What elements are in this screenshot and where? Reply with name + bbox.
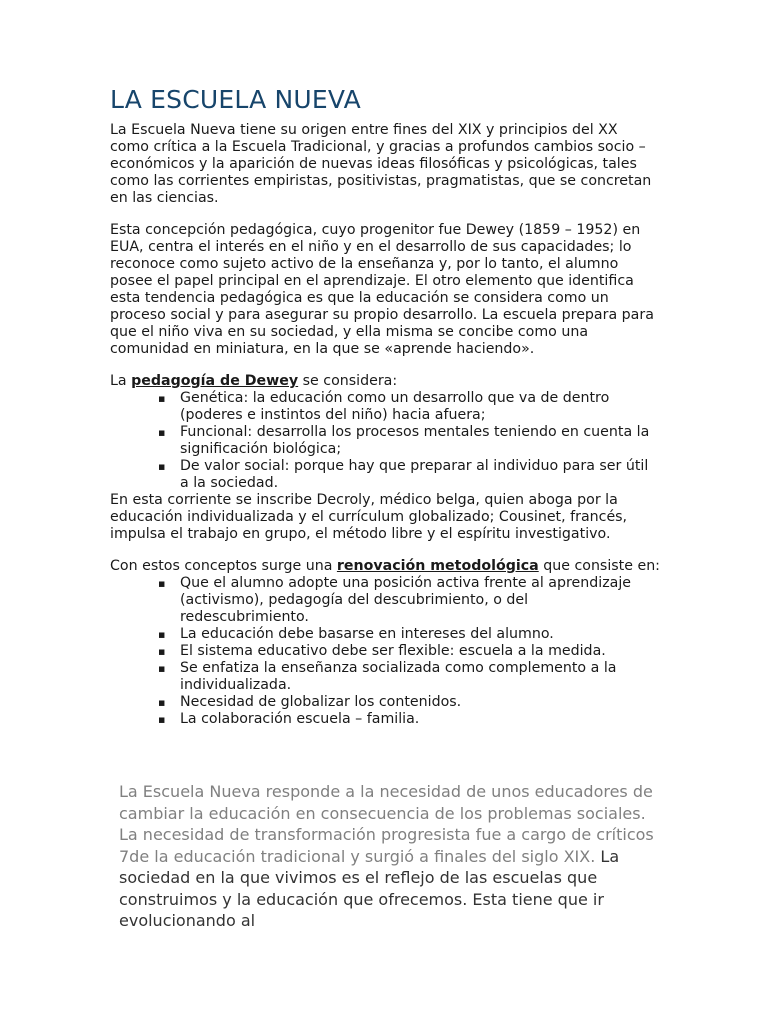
list-item-text: La colaboración escuela – familia. <box>180 711 420 727</box>
dewey-list <box>110 390 660 492</box>
renovacion-list <box>110 575 660 728</box>
list-item <box>158 643 660 660</box>
list-item-text: Funcional: desarrolla los procesos mentales teniendo en cuenta la significación biológica; <box>180 424 650 457</box>
bullet-icon: ▪ <box>158 577 166 590</box>
paragraph-decroly: En esta corriente se inscribe Decroly, médico belga, quien aboga por la educación individualizada y el currículum globalizado; Cousinet, francés, impulsa el trabajo en grupo, el método libre y el espíritu investigativo. <box>110 492 628 542</box>
list-item-text: Genética: la educación como un desarrollo que va de dentro (poderes e instintos del niño) hacia afuera; <box>180 390 610 423</box>
list-item-text: De valor social: porque hay que preparar al individuo para ser útil a la sociedad. <box>180 458 649 491</box>
renovacion-link[interactable]: renovación metodológica <box>336 558 539 574</box>
list-item <box>158 458 660 492</box>
list-item <box>158 626 660 643</box>
list-item <box>158 660 660 694</box>
dewey-intro <box>110 373 660 390</box>
closing-dark-text: La sociedad en la que vivimos es el reflejo de las escuelas que construimos y la educación que ofrecemos. Esta tiene que ir evolucionando al <box>119 846 620 930</box>
page-title: LA ESCUELA NUEVA <box>110 85 361 114</box>
renovacion-intro-suffix: que consiste en: <box>538 558 660 574</box>
paragraph-origen: La Escuela Nueva tiene su origen entre fines del XIX y principios del XX como crítica a la Escuela Tradicional, y gracias a profundos cambios socio – económicos y la aparición de nuevas ideas filosóficas y psicológicas, tales como las corrientes empiristas, positivistas, pragmatistas, que se concretan en las ciencias. <box>110 122 652 206</box>
bullet-icon: ▪ <box>158 460 166 473</box>
bullet-icon: ▪ <box>158 628 166 641</box>
bullet-icon: ▪ <box>158 662 166 675</box>
list-item-text: El sistema educativo debe ser flexible: escuela a la medida. <box>180 643 606 659</box>
dewey-intro-prefix: La <box>110 373 132 389</box>
closing-grey-text: La Escuela Nueva responde a la necesidad de unos educadores de cambiar la educación en consecuencia de los problemas sociales. La necesidad de transformación progresista fue a cargo de críticos 7de la educación tradicional y surgió a finales del siglo XIX. <box>119 782 654 866</box>
list-item <box>158 575 660 626</box>
paragraph-dewey-concepcion: Esta concepción pedagógica, cuyo progenitor fue Dewey (1859 – 1952) en EUA, centra el interés en el niño y en el desarrollo de sus capacidades; lo reconoce como sujeto activo de la enseñanza y, por lo tanto, el alumno posee el papel principal en el aprendizaje. El otro elemento que identifica esta tendencia pedagógica es que la educación se considera como un proceso social y para asegurar su propio desarrollo. La escuela prepara para que el niño viva en su sociedad, y ella misma se concibe como una comunidad en miniatura, en la que se «aprende haciendo». <box>110 222 654 357</box>
bullet-icon: ▪ <box>158 645 166 658</box>
renovacion-intro-prefix: Con estos conceptos surge una <box>110 558 337 574</box>
closing-paragraph <box>119 781 659 932</box>
list-item <box>158 694 660 711</box>
dewey-intro-suffix: se considera: <box>298 373 398 389</box>
renovacion-intro <box>110 558 660 575</box>
bullet-icon: ▪ <box>158 426 166 439</box>
bullet-icon: ▪ <box>158 392 166 405</box>
list-item-text: Necesidad de globalizar los contenidos. <box>180 694 462 710</box>
list-item <box>158 711 660 728</box>
list-item <box>158 424 660 458</box>
list-item-text: Se enfatiza la enseñanza socializada como complemento a la individualizada. <box>180 660 617 693</box>
list-item <box>158 390 660 424</box>
bullet-icon: ▪ <box>158 696 166 709</box>
list-item-text: La educación debe basarse en intereses del alumno. <box>180 626 554 642</box>
bullet-icon: ▪ <box>158 713 166 726</box>
list-item-text: Que el alumno adopte una posición activa frente al aprendizaje (activismo), pedagogía del descubrimiento, o del redescubrimiento. <box>180 575 632 625</box>
document-body <box>110 84 660 728</box>
dewey-pedagogy-link[interactable]: pedagogía de Dewey <box>131 373 299 389</box>
